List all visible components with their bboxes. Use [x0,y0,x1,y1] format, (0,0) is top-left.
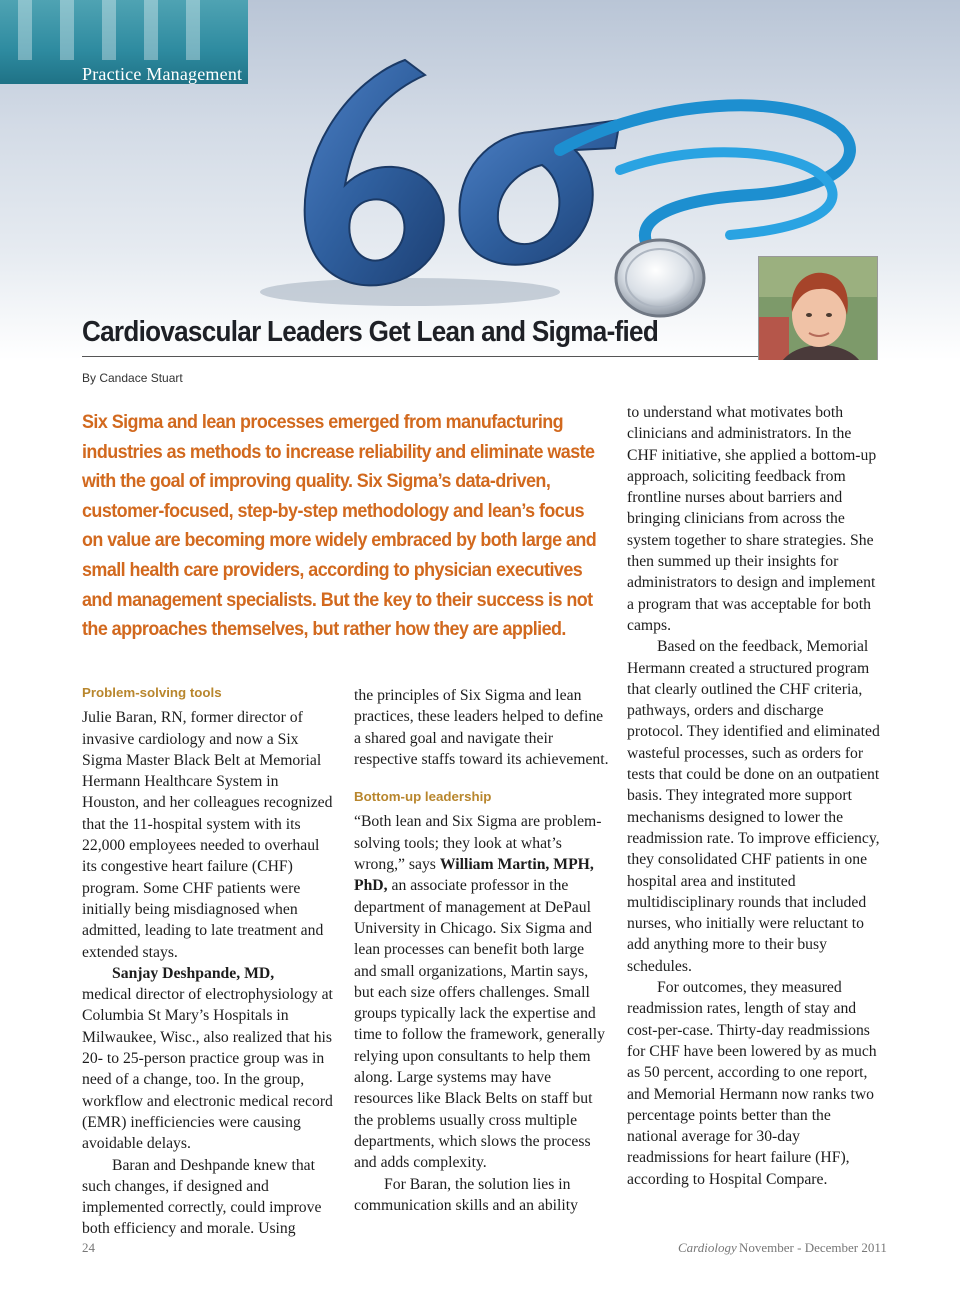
title-divider [82,356,758,357]
article-title: Cardiovascular Leaders Get Lean and Sigma-fied [82,316,659,348]
hero-illustration [0,0,960,360]
person-name: Sanjay Deshpande, MD, [112,964,275,982]
body-paragraph: medical director of electrophysiology at Columbia St Mary’s Hospitals in Milwaukee, Wisc., also realized that his 20- to 25-person practice group was in need of a change, too. In the group, workflow and electronic medical record (EMR) inefficiencies were causing avoidable delays. [82,986,333,1153]
body-paragraph: For outcomes, they measured readmission rates, length of stay and cost-per-case. Thirty-day readmissions for CHF have been lowered by as much as 50 percent, according to one report, and Memorial Hermann now ranks two percentage points better than the national average for 30-day readmissions for heart failure (HF), according to Hospital Compare. [627,979,877,1188]
author-photo [758,256,878,360]
lede-paragraph: Six Sigma and lean processes emerged from manufacturing industries as methods to increase reliability and eliminate waste with the goal of improving quality. Six Sigma’s data-driven, customer-focused, step-by-step methodology and lean’s focus on value are becoming more widely embraced by both large and small health care providers, according to physician executives and management specialists. But the key to their success is not the approaches themselves, but rather how they are applied. [82,411,597,641]
body-paragraph [82,963,338,984]
issue-date: November - December 2011 [739,1240,887,1255]
body-paragraph: Julie Baran, RN, former director of invasive cardiology and now a Six Sigma Master Black Belt at Memorial Hermann Healthcare System in Houston, and her colleagues recognized that the 11-hospital system with its 22,000 employees needed to overhaul its congestive heart failure (CHF) program. Some CHF patients were initially being misdiagnosed when admitted, leading to late treatment and extended stays. [82,709,333,961]
body-paragraph: the principles of Six Sigma and lean practices, these leaders helped to define a shared goal and navigate their respective staffs toward its achievement. [354,687,609,768]
body-paragraph: “Both lean and Six Sigma are problem-solving tools; they look at what’s wrong,” says William Martin, MPH, PhD, an associate professor in the department of management at DePaul University in Chicago. Six Sigma and lean processes can benefit both large and small organizations, Martin says, but each size offers challenges. Small groups typically lack the expertise and time to follow the framework, generally relying upon consultants to help them along. Large systems may have resources like Black Belts on staff but the problems usually cross multiple departments, which slows the process and adds complexity. [354,813,605,1172]
person-name: William Martin, MPH, PhD, [354,856,594,895]
section-label: Practice Management [82,64,243,84]
journal-name: Cardiology [678,1240,737,1255]
page-number: 24 [82,1240,95,1255]
subhead-problem-solving: Problem-solving tools [82,685,222,700]
body-paragraph: Baran and Deshpande knew that such changes, if designed and implemented correctly, could improve both efficiency and morale. Using [82,1156,322,1238]
left-column [82,682,338,1240]
body-paragraph: Based on the feedback, Memorial Hermann created a structured program that clearly outlined the CHF criteria, pathways, orders and discharge protocol. They identified and eliminated wasteful processes, such as orders for tests that could be done on an outpatient basis. They integrated more support mechanisms designed to lower the readmission rate. To improve efficiency, they consolidated CHF patients in one hospital area and instituted multidisciplinary rounds that included nurses, who initially were reluctant to add anything more to their busy schedules. [627,638,880,975]
body-paragraph: to understand what motivates both clinicians and administrators. In the CHF initiative, she applied a bottom-up approach, soliciting feedback from frontline nurses about barriers and bringing clinicians from across the system together to share strategies. She then summed up their insights for administrators to design and implement a program that was acceptable for both camps. [627,404,877,634]
subhead-bottom-up: Bottom-up leadership [354,789,492,805]
sigma-glyph [460,120,620,265]
byline: By Candace Stuart [82,371,183,385]
six-glyph [305,60,444,285]
right-column [627,402,883,1190]
body-paragraph: For Baran, the solution lies in communication skills and an ability [354,1175,578,1214]
middle-column [354,685,610,1216]
